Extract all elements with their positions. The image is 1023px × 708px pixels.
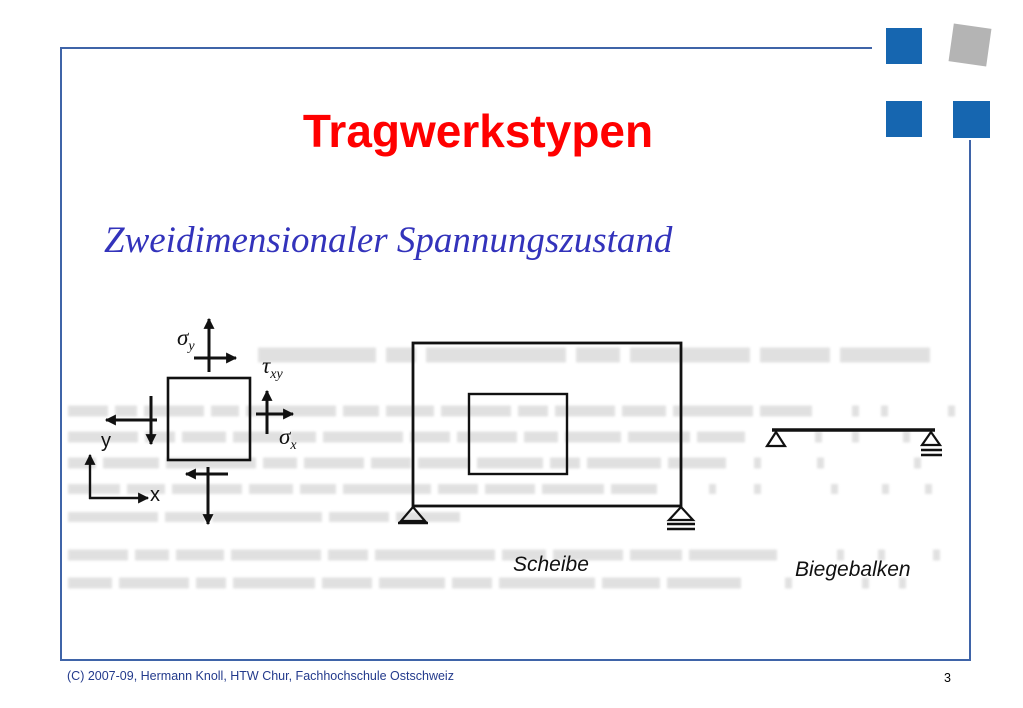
slide-title: Tragwerkstypen — [302, 105, 654, 157]
slide-subtitle: Zweidimensionaler Spannungszustand — [104, 220, 673, 261]
element-square — [168, 378, 250, 460]
sigma-y-label: σy — [177, 325, 195, 354]
tau-xy-label: τxy — [262, 353, 283, 382]
sigma-x-label: σx — [279, 424, 297, 453]
scheibe-label: Scheibe — [513, 553, 589, 576]
scheibe-outline — [413, 343, 681, 506]
bleed-through-text — [68, 355, 955, 583]
scheibe-roller-support — [667, 507, 695, 529]
y-axis-label: y — [101, 430, 111, 452]
biegebalken-label: Biegebalken — [795, 558, 911, 581]
x-axis-label: x — [150, 484, 160, 506]
beam-pin-support — [767, 432, 785, 446]
footer-copyright: (C) 2007-09, Hermann Knoll, HTW Chur, Fachhochschule Ostschweiz — [67, 669, 454, 683]
page-number: 3 — [944, 671, 951, 685]
beam-roller-support — [921, 432, 942, 455]
